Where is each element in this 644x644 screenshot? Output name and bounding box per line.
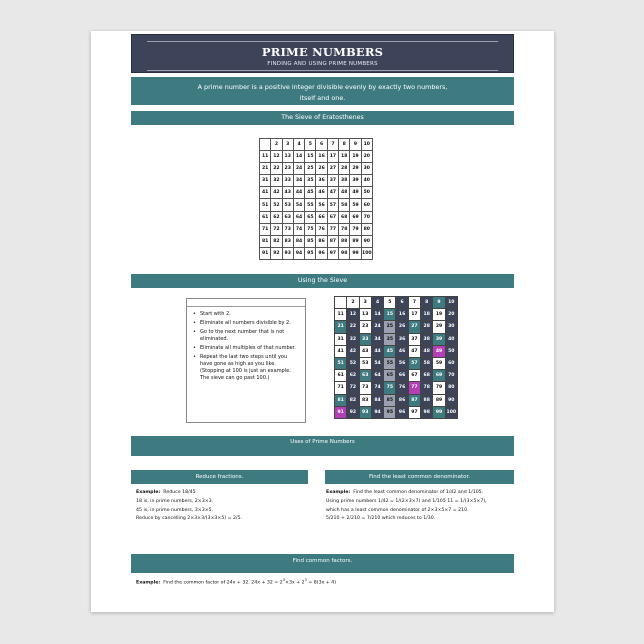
- reduce-fractions-body: [136, 489, 311, 524]
- sieve-cell: 75: [305, 223, 316, 235]
- sieve-cell: 79: [433, 382, 445, 394]
- sieve-cell: 3: [359, 297, 371, 309]
- definition-line-1: A prime number is a positive integer divisible evenly by exactly two numbers,: [197, 83, 448, 91]
- sieve-cell: 46: [316, 187, 327, 199]
- sieve-cell: 20: [445, 309, 457, 321]
- sieve-cell: 8: [339, 139, 350, 151]
- sieve-cell: 47: [327, 187, 338, 199]
- sieve-cell: 93: [282, 247, 293, 259]
- sieve-cell: 35: [384, 333, 396, 345]
- sieve-cell: 40: [361, 175, 372, 187]
- sieve-cell: 28: [339, 163, 350, 175]
- sieve-cell: 99: [433, 406, 445, 418]
- sieve-cell: 34: [293, 175, 304, 187]
- sieve-cell: 79: [350, 223, 361, 235]
- sieve-cell: 20: [361, 151, 372, 163]
- sieve-cell: 27: [408, 321, 420, 333]
- sieve-cell: 28: [421, 321, 433, 333]
- sieve-cell: 30: [361, 163, 372, 175]
- definition-line-2: itself and one.: [299, 94, 346, 102]
- sieve-cell: 13: [282, 151, 293, 163]
- sieve-cell: 41: [335, 345, 347, 357]
- steps-box: [186, 298, 306, 423]
- sieve-cell: 54: [293, 199, 304, 211]
- poster-header: [131, 34, 514, 73]
- sieve-cell: 62: [347, 370, 359, 382]
- sieve-cell: 22: [271, 163, 282, 175]
- using-section-title: Using the Sieve: [131, 274, 514, 288]
- sieve-cell: 23: [282, 163, 293, 175]
- sieve-cell: 21: [260, 163, 271, 175]
- sieve-cell: 54: [371, 357, 383, 369]
- sieve-cell: 100: [445, 406, 457, 418]
- sieve-cell: 60: [361, 199, 372, 211]
- sieve-cell: 49: [350, 187, 361, 199]
- sieve-cell: 9: [433, 297, 445, 309]
- sieve-cell: 46: [396, 345, 408, 357]
- common-factors-body: [136, 576, 516, 588]
- sieve-cell: 38: [421, 333, 433, 345]
- sieve-cell: 50: [361, 187, 372, 199]
- sieve-cell: 43: [359, 345, 371, 357]
- step-item: • Eliminate all numbers divisible by 2.: [193, 320, 299, 327]
- sieve-cell: 84: [293, 235, 304, 247]
- sieve-cell: 29: [350, 163, 361, 175]
- definition-band: [131, 77, 514, 105]
- sieve-cell: 24: [293, 163, 304, 175]
- sieve-cell: 6: [316, 139, 327, 151]
- sieve-cell: 68: [339, 211, 350, 223]
- page-subtitle: FINDING AND USING PRIME NUMBERS: [267, 61, 378, 67]
- sieve-table: [259, 138, 373, 260]
- sieve-cell: 95: [384, 406, 396, 418]
- step-item: • Eliminate all multiples of that number.: [193, 345, 299, 352]
- sieve-cell: 9: [350, 139, 361, 151]
- sieve-cell: 16: [316, 151, 327, 163]
- sieve-cell: 78: [339, 223, 350, 235]
- sieve-cell: 19: [350, 151, 361, 163]
- sieve-cell: 15: [384, 309, 396, 321]
- sieve-cell: 61: [335, 370, 347, 382]
- sieve-cell: 57: [408, 357, 420, 369]
- sieve-cell: 50: [445, 345, 457, 357]
- sieve-cell: 44: [371, 345, 383, 357]
- sieve-cell: 96: [396, 406, 408, 418]
- sieve-cell: 98: [421, 406, 433, 418]
- sieve-cell: 58: [421, 357, 433, 369]
- colored-sieve-table: [334, 296, 458, 419]
- sieve-cell: 97: [327, 247, 338, 259]
- sieve-cell: 22: [347, 321, 359, 333]
- sieve-cell: 17: [327, 151, 338, 163]
- sieve-cell: 26: [396, 321, 408, 333]
- steps-list: [187, 307, 305, 382]
- example-label: Example:: [136, 580, 161, 586]
- common-factors-title: Find common factors.: [131, 554, 514, 573]
- sieve-cell: 93: [359, 406, 371, 418]
- sieve-cell: 8: [421, 297, 433, 309]
- sieve-cell: 16: [396, 309, 408, 321]
- sieve-cell: 86: [316, 235, 327, 247]
- reduce-example: Reduce 18/45: [163, 490, 196, 495]
- sieve-cell: 52: [271, 199, 282, 211]
- sieve-cell: 67: [408, 370, 420, 382]
- sieve-cell: 90: [361, 235, 372, 247]
- sieve-cell: 35: [305, 175, 316, 187]
- steps-box-header: [187, 299, 305, 307]
- sieve-cell: 15: [305, 151, 316, 163]
- example-label: Example:: [136, 490, 161, 495]
- sieve-cell: 45: [305, 187, 316, 199]
- sieve-cell: 11: [335, 309, 347, 321]
- sieve-cell: 72: [271, 223, 282, 235]
- sieve-cell: 74: [371, 382, 383, 394]
- reduce-line: 18 is, in prime numbers, 2×3×3.: [136, 498, 214, 504]
- sieve-cell: 82: [347, 394, 359, 406]
- sieve-cell: 43: [282, 187, 293, 199]
- sieve-cell: 58: [339, 199, 350, 211]
- sieve-cell: 88: [421, 394, 433, 406]
- sieve-cell: 57: [327, 199, 338, 211]
- sieve-cell: 74: [293, 223, 304, 235]
- sieve-cell: 56: [396, 357, 408, 369]
- sieve-cell: 89: [350, 235, 361, 247]
- sieve-cell: 36: [396, 333, 408, 345]
- sieve-cell: 24: [371, 321, 383, 333]
- step-item: • Go to the next number that is not eliminated.: [193, 329, 299, 343]
- sieve-cell: 85: [305, 235, 316, 247]
- sieve-cell: 44: [293, 187, 304, 199]
- sieve-cell: 81: [335, 394, 347, 406]
- sieve-cell: 39: [433, 333, 445, 345]
- sieve-cell: 33: [282, 175, 293, 187]
- sieve-cell: 17: [408, 309, 420, 321]
- sieve-cell: 94: [293, 247, 304, 259]
- sieve-cell: 39: [350, 175, 361, 187]
- gcf-example-post: = 8(3x + 4): [306, 580, 337, 586]
- sieve-cell: 53: [282, 199, 293, 211]
- sieve-cell: 3: [282, 139, 293, 151]
- sieve-cell: 100: [361, 247, 372, 259]
- sieve-cell: 65: [305, 211, 316, 223]
- sieve-cell: 4: [371, 297, 383, 309]
- sieve-cell: 12: [347, 309, 359, 321]
- sieve-cell: 5: [384, 297, 396, 309]
- reduce-fractions-title: Reduce fractions.: [131, 470, 308, 484]
- sieve-cell: 68: [421, 370, 433, 382]
- sieve-cell: 31: [335, 333, 347, 345]
- sieve-cell: 55: [305, 199, 316, 211]
- sieve-cell: 55: [384, 357, 396, 369]
- sieve-cell: 6: [396, 297, 408, 309]
- sieve-cell: 51: [260, 199, 271, 211]
- sieve-cell: 84: [371, 394, 383, 406]
- sieve-cell: 83: [282, 235, 293, 247]
- sieve-cell: 76: [316, 223, 327, 235]
- sieve-cell: 92: [347, 406, 359, 418]
- sieve-cell: 10: [361, 139, 372, 151]
- sieve-cell: 21: [335, 321, 347, 333]
- sieve-cell: 47: [408, 345, 420, 357]
- sieve-cell: 75: [384, 382, 396, 394]
- sieve-cell: 94: [371, 406, 383, 418]
- sieve-cell: 80: [361, 223, 372, 235]
- sieve-cell: 88: [339, 235, 350, 247]
- lcd-example: Find the least common denominator of 1/42 and 1/105.: [353, 490, 484, 495]
- lcd-line: 5/210 + 2/210 = 7/210 which reduces to 1/30.: [326, 516, 436, 522]
- sieve-cell: 4: [293, 139, 304, 151]
- sieve-cell: 81: [260, 235, 271, 247]
- sieve-cell: 95: [305, 247, 316, 259]
- sieve-cell: 30: [445, 321, 457, 333]
- sieve-cell: 60: [445, 357, 457, 369]
- sieve-cell: 72: [347, 382, 359, 394]
- uses-section-title: Uses of Prime Numbers: [131, 436, 514, 456]
- sieve-cell: 64: [371, 370, 383, 382]
- sieve-cell: 45: [384, 345, 396, 357]
- sieve-cell: 5: [305, 139, 316, 151]
- sieve-cell: 77: [408, 382, 420, 394]
- header-bottom-rule: [147, 70, 498, 71]
- lcd-title: Find the least common denominator.: [325, 470, 514, 484]
- sieve-cell: 18: [339, 151, 350, 163]
- sieve-cell: 78: [421, 382, 433, 394]
- sieve-cell: 37: [327, 175, 338, 187]
- sieve-cell: 66: [396, 370, 408, 382]
- page-title: PRIME NUMBERS: [261, 45, 384, 59]
- sieve-cell: 34: [371, 333, 383, 345]
- sieve-cell: 26: [316, 163, 327, 175]
- sieve-cell: 73: [282, 223, 293, 235]
- sieve-cell: 42: [347, 345, 359, 357]
- sieve-cell: 82: [271, 235, 282, 247]
- sieve-cell: 40: [445, 333, 457, 345]
- sieve-cell: 87: [327, 235, 338, 247]
- sieve-cell: 83: [359, 394, 371, 406]
- sieve-cell: 69: [350, 211, 361, 223]
- sieve-cell: 48: [339, 187, 350, 199]
- sieve-cell: 59: [433, 357, 445, 369]
- sieve-cell: 31: [260, 175, 271, 187]
- sieve-cell: 80: [445, 382, 457, 394]
- sieve-cell: 41: [260, 187, 271, 199]
- sieve-cell: 10: [445, 297, 457, 309]
- sieve-cell: 37: [408, 333, 420, 345]
- sieve-cell: 52: [347, 357, 359, 369]
- sieve-cell: 23: [359, 321, 371, 333]
- sieve-cell: 91: [335, 406, 347, 418]
- sieve-cell: 97: [408, 406, 420, 418]
- sieve-cell: 59: [350, 199, 361, 211]
- sieve-cell: 69: [433, 370, 445, 382]
- sieve-cell: 48: [421, 345, 433, 357]
- example-label: Example:: [326, 490, 351, 495]
- header-top-rule: [147, 41, 498, 42]
- sieve-cell: 87: [408, 394, 420, 406]
- lcd-line: Using prime numbers 1/42 = 1/(2×3×7) and 1/105 11 = 1/(3×5×7),: [326, 498, 487, 504]
- sieve-cell: 19: [433, 309, 445, 321]
- sieve-cell: 89: [433, 394, 445, 406]
- poster: [91, 31, 554, 612]
- sieve-cell: 98: [339, 247, 350, 259]
- sieve-section-title: The Sieve of Eratosthenes: [131, 111, 514, 125]
- sieve-cell: 91: [260, 247, 271, 259]
- sieve-cell: 7: [327, 139, 338, 151]
- sieve-cell: 2: [271, 139, 282, 151]
- sieve-cell: 42: [271, 187, 282, 199]
- gcf-example-pre: Find the common factor of 24x + 32. 24x + 32 = 2: [163, 580, 283, 586]
- sieve-cell: 66: [316, 211, 327, 223]
- gcf-exponent: 3: [282, 578, 286, 582]
- sieve-cell: 25: [384, 321, 396, 333]
- sieve-cell: 18: [421, 309, 433, 321]
- sieve-cell: 77: [327, 223, 338, 235]
- sieve-cell: 7: [408, 297, 420, 309]
- sieve-cell: 2: [347, 297, 359, 309]
- sieve-cell: 36: [316, 175, 327, 187]
- sieve-cell: 63: [282, 211, 293, 223]
- sieve-cell: 25: [305, 163, 316, 175]
- sieve-cell: 92: [271, 247, 282, 259]
- sieve-cell: 62: [271, 211, 282, 223]
- reduce-line: Reduce by cancelling 2×3×3/(3×3×5) = 2/5.: [136, 516, 243, 522]
- step-item: • Repeat the last two steps until you have gone as high as you like. (Stopping at 100 is just an example. The sieve can go past 100.): [193, 354, 299, 382]
- sieve-cell: 86: [396, 394, 408, 406]
- sieve-cell: 71: [260, 223, 271, 235]
- sieve-cell: 53: [359, 357, 371, 369]
- sieve-cell: 38: [339, 175, 350, 187]
- sieve-cell: 29: [433, 321, 445, 333]
- sieve-cell: 70: [361, 211, 372, 223]
- sieve-cell: [335, 297, 347, 309]
- lcd-body: [326, 489, 516, 524]
- lcd-line: which has a least common denominator of 2×3×5×7 = 210.: [326, 507, 469, 513]
- sieve-cell: 61: [260, 211, 271, 223]
- sieve-cell: 13: [359, 309, 371, 321]
- reduce-line: 45 is, in prime numbers, 3×3×5.: [136, 507, 214, 513]
- sieve-cell: 70: [445, 370, 457, 382]
- sieve-cell: [260, 139, 271, 151]
- sieve-cell: 14: [293, 151, 304, 163]
- sieve-cell: 32: [347, 333, 359, 345]
- sieve-cell: 32: [271, 175, 282, 187]
- sieve-cell: 99: [350, 247, 361, 259]
- sieve-cell: 90: [445, 394, 457, 406]
- sieve-cell: 51: [335, 357, 347, 369]
- gcf-example-mid: ×3x + 2: [285, 580, 305, 586]
- sieve-cell: 33: [359, 333, 371, 345]
- sieve-cell: 76: [396, 382, 408, 394]
- sieve-cell: 14: [371, 309, 383, 321]
- sieve-cell: 73: [359, 382, 371, 394]
- sieve-cell: 85: [384, 394, 396, 406]
- sieve-cell: 12: [271, 151, 282, 163]
- sieve-cell: 65: [384, 370, 396, 382]
- step-item: • Start with 2.: [193, 311, 299, 318]
- sieve-cell: 49: [433, 345, 445, 357]
- sieve-cell: 71: [335, 382, 347, 394]
- sieve-cell: 11: [260, 151, 271, 163]
- sieve-cell: 64: [293, 211, 304, 223]
- gcf-exponent: 3: [304, 578, 307, 582]
- sieve-cell: 27: [327, 163, 338, 175]
- sieve-cell: 63: [359, 370, 371, 382]
- sieve-cell: 67: [327, 211, 338, 223]
- sieve-cell: 56: [316, 199, 327, 211]
- sieve-cell: 96: [316, 247, 327, 259]
